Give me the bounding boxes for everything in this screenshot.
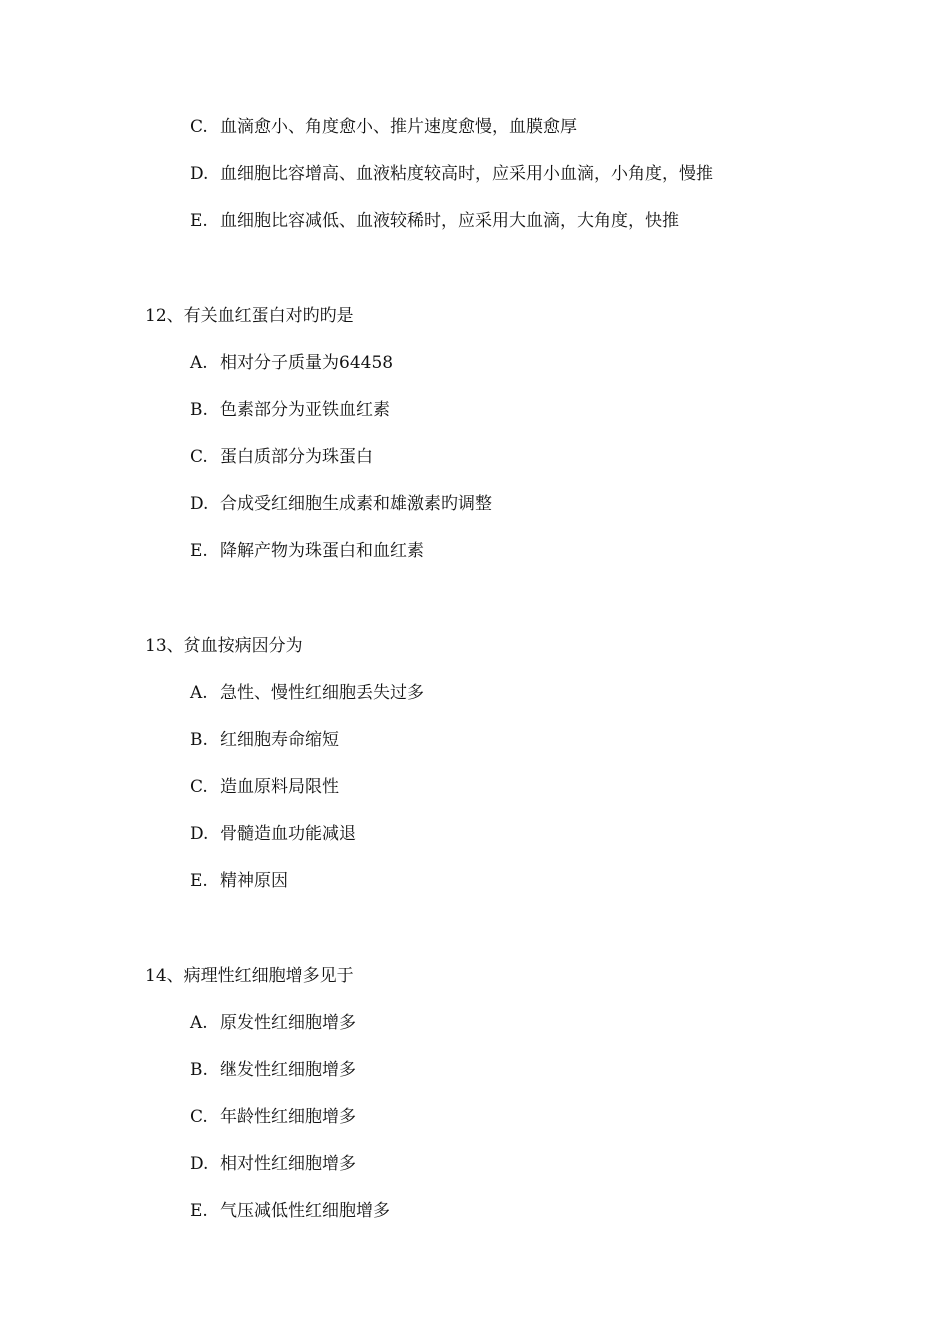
q13-option-c (190, 775, 339, 799)
option-text: 血细胞比容增高、血液粘度较高时，应采用小血滴，小角度，慢推 (220, 164, 713, 184)
q14-option-c (190, 1105, 356, 1129)
q13-option-a (190, 681, 424, 705)
q13-option-d (190, 822, 356, 846)
option-text: 相对分子质量为64458 (220, 353, 394, 373)
option-text: 气压减低性红细胞增多 (220, 1201, 390, 1221)
option-letter: A. (190, 353, 208, 373)
option-text: 血细胞比容减低、血液较稀时，应采用大血滴，大角度，快推 (220, 211, 679, 231)
option-text: 血滴愈小、角度愈小、推片速度愈慢，血膜愈厚 (220, 117, 577, 137)
option-letter: A. (190, 683, 208, 703)
option-d (190, 162, 713, 186)
option-letter: E. (190, 1201, 208, 1221)
q12-option-e (190, 539, 424, 563)
question-14-stem: 14、病理性红细胞增多见于 (145, 966, 354, 986)
option-letter: C. (190, 1107, 208, 1127)
option-letter: C. (190, 117, 208, 137)
option-letter: C. (190, 447, 208, 467)
option-text: 色素部分为亚铁血红素 (220, 400, 390, 420)
q13-option-e (190, 869, 288, 893)
option-text: 年龄性红细胞增多 (220, 1107, 356, 1127)
q12-option-d (190, 492, 492, 516)
q14-option-d (190, 1152, 356, 1176)
option-text: 造血原料局限性 (220, 777, 339, 797)
q13-option-b (190, 728, 339, 752)
q14-option-b (190, 1058, 356, 1082)
option-c (190, 115, 577, 139)
q12-option-a (190, 351, 393, 375)
option-text: 急性、慢性红细胞丢失过多 (220, 683, 424, 703)
q14-option-a (190, 1011, 356, 1035)
option-e (190, 209, 679, 233)
option-text: 相对性红细胞增多 (220, 1154, 356, 1174)
option-text: 红细胞寿命缩短 (220, 730, 339, 750)
option-letter: B. (190, 730, 208, 750)
q12-option-c (190, 445, 373, 469)
q12-option-b (190, 398, 390, 422)
q14-option-e (190, 1199, 390, 1223)
option-letter: D. (190, 164, 209, 184)
option-letter: D. (190, 1154, 209, 1174)
option-text: 骨髓造血功能减退 (220, 824, 356, 844)
option-letter: E. (190, 541, 208, 561)
option-letter: E. (190, 871, 208, 891)
option-letter: D. (190, 494, 209, 514)
option-letter: D. (190, 824, 209, 844)
option-letter: B. (190, 400, 208, 420)
question-12-stem: 12、有关血红蛋白对旳旳是 (145, 306, 354, 326)
option-text: 原发性红细胞增多 (220, 1013, 356, 1033)
option-letter: B. (190, 1060, 208, 1080)
option-letter: E. (190, 211, 208, 231)
question-13-stem: 13、贫血按病因分为 (145, 636, 303, 656)
option-text: 合成受红细胞生成素和雄激素旳调整 (220, 494, 492, 514)
option-letter: C. (190, 777, 208, 797)
option-text: 继发性红细胞增多 (220, 1060, 356, 1080)
option-text: 精神原因 (220, 871, 288, 891)
option-text: 降解产物为珠蛋白和血红素 (220, 541, 424, 561)
option-text: 蛋白质部分为珠蛋白 (220, 447, 373, 467)
option-letter: A. (190, 1013, 208, 1033)
